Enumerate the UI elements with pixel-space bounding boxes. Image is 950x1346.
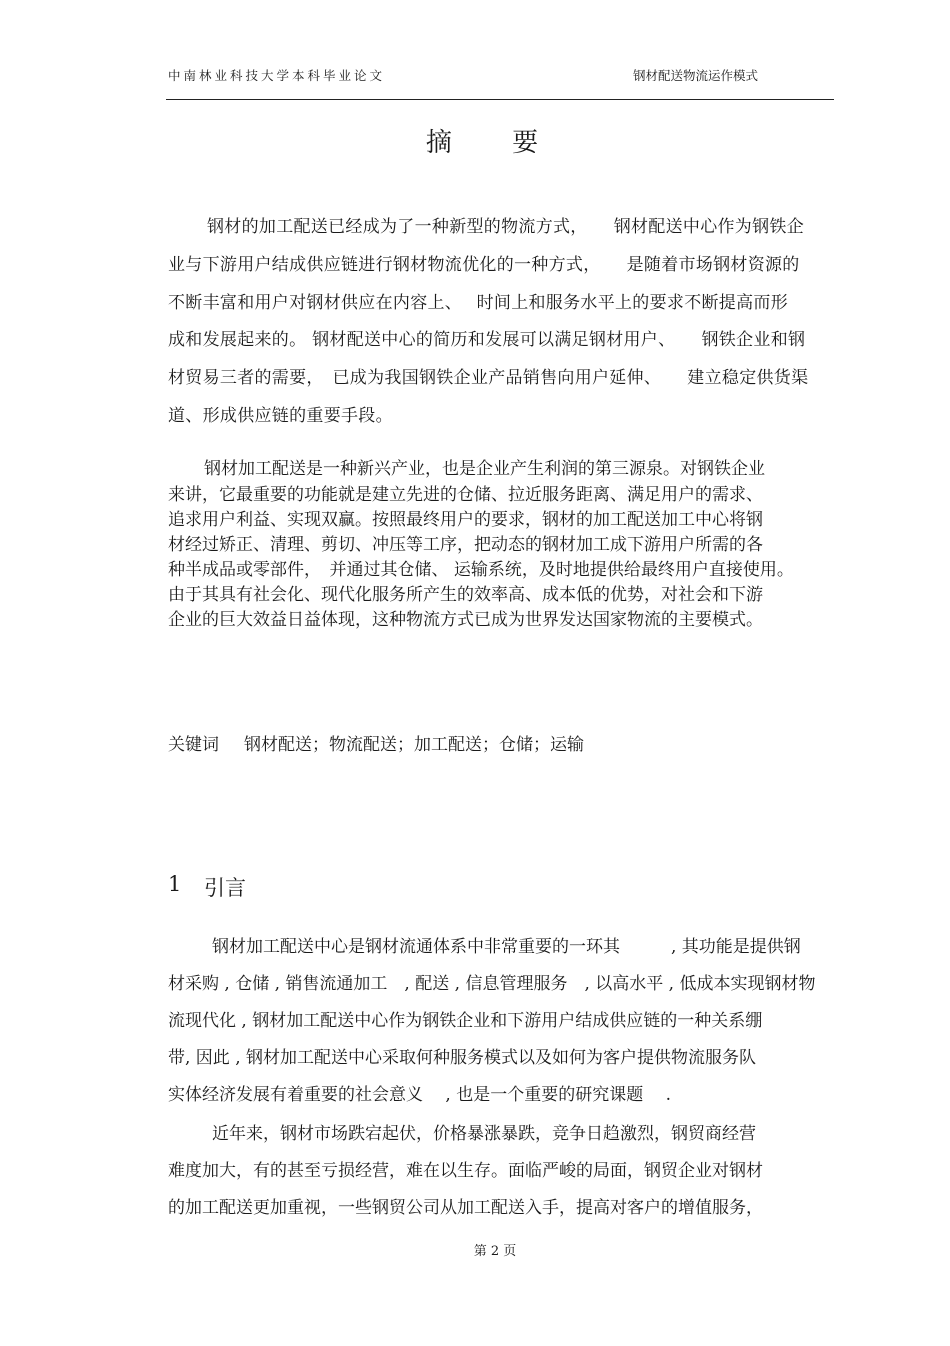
text-line: 道、形成供应链的重要手段。 — [168, 406, 393, 426]
text-line: 不断丰富和用户对钢材供应在内容上、 时间上和服务水平上的要求不断提高而形 — [168, 293, 789, 313]
text-line: 成和发展起来的。 钢材配送中心的简历和发展可以满足钢材用户、 钢铁企业和钢 — [168, 330, 806, 350]
text-line: 企业的巨大效益日益体现，这种物流方式已成为世界发达国家物流的主要模式。 — [168, 610, 763, 630]
text-line: 钢材加工配送是一种新兴产业，也是企业产生利润的第三源泉。对钢铁企业 — [204, 459, 765, 479]
text-line: 流现代化 , 钢材加工配送中心作为钢铁企业和下游用户结成供应链的一种关系绷 — [168, 1011, 763, 1031]
text-line: 材贸易三者的需要， 已成为我国钢铁企业产品销售向用户延伸、 建立稳定供货渠 — [168, 368, 809, 388]
header-university: 中南林业科技大学本科毕业论文 — [168, 68, 386, 83]
text-line: 材经过矫正、清理、剪切、冲压等工序，把动态的钢材加工成下游用户所需的各 — [168, 535, 763, 555]
section-number: 1 — [168, 872, 182, 896]
text-line: 带, 因此 , 钢材加工配送中心采取何种服务模式以及如何为客户提供物流服务队 — [168, 1048, 757, 1068]
text-line: 来讲，它最重要的功能就是建立先进的仓储、拉近服务距离、满足用户的需求、 — [168, 485, 763, 505]
text-line: 钢材加工配送中心是钢材流通体系中非常重要的一环其 , 其功能是提供钢 — [212, 937, 801, 957]
text-line: 实体经济发展有着重要的社会意义 , 也是一个重要的研究课题 . — [168, 1085, 672, 1105]
text-line: 种半成品或零部件， 并通过其仓储、 运输系统，及时地提供给最终用户直接使用。 — [168, 560, 794, 580]
text-line: 追求用户利益、实现双赢。按照最终用户的要求，钢材的加工配送加工中心将钢 — [168, 510, 763, 530]
text-line: 业与下游用户结成供应链进行钢材物流优化的一种方式， 是随着市场钢材资源的 — [168, 255, 800, 275]
page-number: 第 2 页 — [473, 1244, 517, 1259]
keywords-label: 关键词 — [168, 735, 219, 755]
text-line: 的加工配送更加重视，一些钢贸公司从加工配送入手，提高对客户的增值服务， — [168, 1198, 763, 1218]
section-title: 引言 — [204, 876, 246, 900]
header-rule — [166, 99, 834, 100]
abstract-title: 摘 要 — [425, 128, 565, 158]
text-line: 难度加大，有的甚至亏损经营，难在以生存。面临严峻的局面，钢贸企业对钢材 — [168, 1161, 763, 1181]
text-line: 材采购 , 仓储 , 销售流通加工 , 配送 , 信息管理服务 , 以高水平 , 低成本实现钢材物 — [168, 974, 816, 994]
header-thesis-title: 钢材配送物流运作模式 — [633, 68, 759, 83]
text-line: 由于其具有社会化、现代化服务所产生的效率高、成本低的优势，对社会和下游 — [168, 585, 763, 605]
text-line: 钢材的加工配送已经成为了一种新型的物流方式， 钢材配送中心作为钢铁企 — [207, 217, 804, 237]
keywords-list: 钢材配送；物流配送；加工配送；仓储；运输 — [244, 735, 584, 755]
text-line: 近年来，钢材市场跌宕起伏，价格暴涨暴跌，竞争日趋激烈，钢贸商经营 — [212, 1124, 756, 1144]
